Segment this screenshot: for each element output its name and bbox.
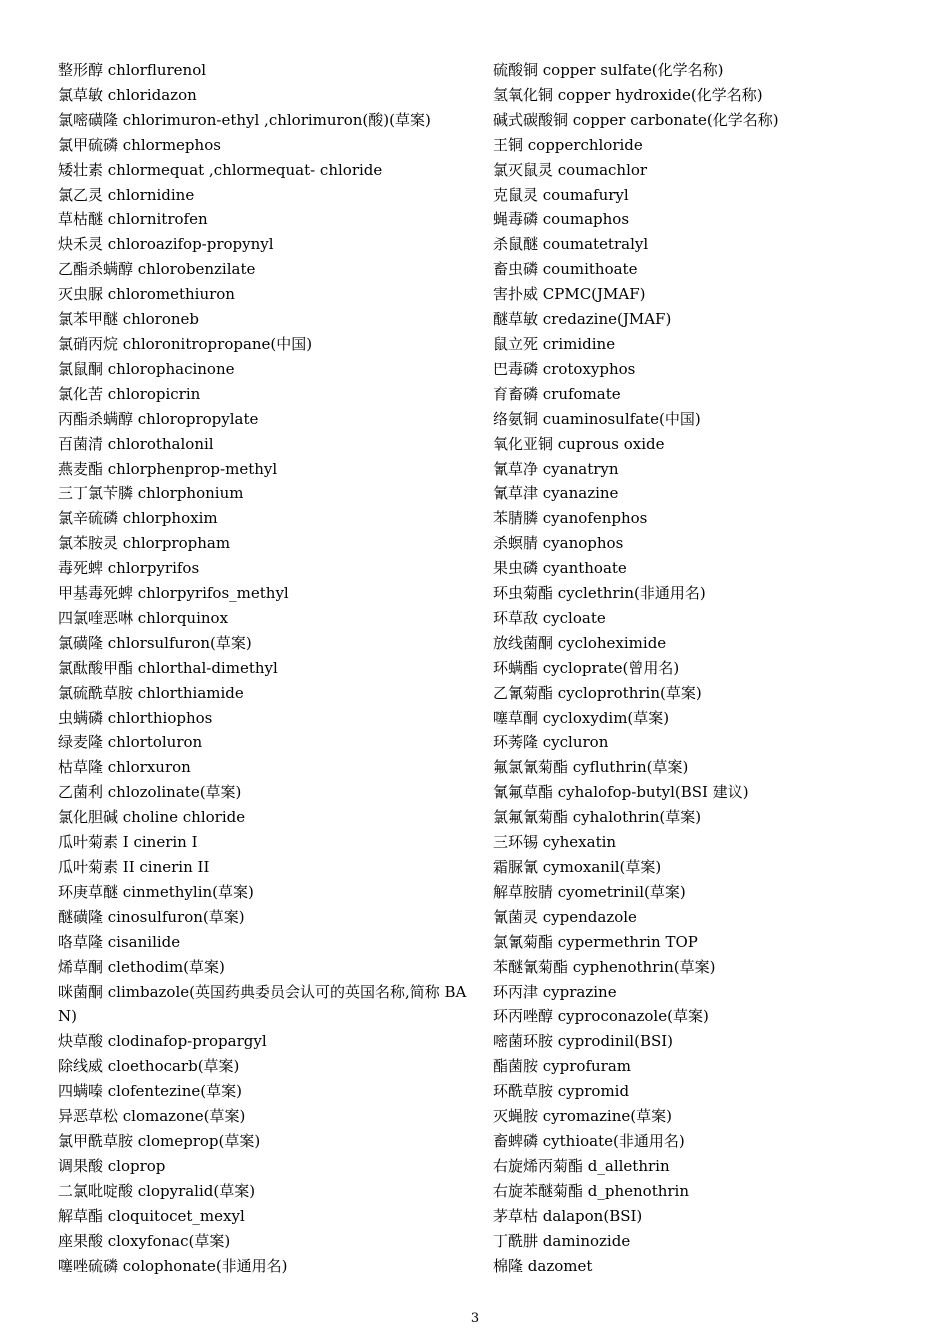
glossary-entry: 氰草净 cyanatryn <box>493 459 619 478</box>
glossary-entry: 噻草酮 cycloxydim(草案) <box>493 708 670 727</box>
glossary-entry: 枯草隆 chlorxuron <box>58 758 191 777</box>
right-column <box>493 58 913 1278</box>
glossary-entry: 茅草枯 dalapon(BSI) <box>493 1206 643 1225</box>
glossary-entry: 硫酸铜 copper sulfate(化学名称) <box>493 61 724 79</box>
glossary-entry: 酯菌胺 cyprofuram <box>493 1057 631 1076</box>
glossary-entry: 环草敌 cycloate <box>493 608 606 627</box>
glossary-entry: 炔禾灵 chloroazifop-propynyl <box>58 235 274 254</box>
glossary-entry: 杀螟腈 cyanophos <box>493 534 624 553</box>
glossary-entry: 氯乙灵 chlornidine <box>58 185 195 204</box>
left-column <box>58 58 468 1278</box>
glossary-entry: 乙酯杀螨醇 chlorobenzilate <box>58 260 256 279</box>
glossary-entry: 络氨铜 cuaminosulfate(中国) <box>493 409 701 428</box>
glossary-entry: 毒死蜱 chlorpyrifos <box>58 559 200 578</box>
glossary-entry: 右旋烯丙菊酯 d_allethrin <box>493 1156 670 1175</box>
glossary-entry: 氯辛硫磷 chlorphoxim <box>58 509 218 528</box>
glossary-entry: 氯硫酰草胺 chlorthiamide <box>58 683 244 702</box>
glossary-entry: 环虫菊酯 cyclethrin(非通用名) <box>493 584 706 603</box>
glossary-entry: 三环锡 cyhexatin <box>493 833 617 852</box>
glossary-entry: 克鼠灵 coumafuryl <box>493 185 629 204</box>
glossary-entry: 氯甲酰草胺 clomeprop(草案) <box>58 1131 261 1150</box>
glossary-entry: 氯化苦 chloropicrin <box>58 384 201 403</box>
glossary-entry: 王铜 copperchloride <box>493 135 643 154</box>
glossary-entry: 棉隆 dazomet <box>493 1256 593 1275</box>
glossary-entry: 畜虫磷 coumithoate <box>493 260 638 279</box>
glossary-entry: 氟氯氰菊酯 cyfluthrin(草案) <box>493 758 689 777</box>
glossary-entry: 咯草隆 cisanilide <box>58 932 181 951</box>
glossary-entry: 丁酰肼 daminozide <box>493 1231 631 1250</box>
glossary-entry: 丙酯杀螨醇 chloropropylate <box>58 409 259 428</box>
glossary-entry: 氧化亚铜 cuprous oxide <box>493 434 665 453</box>
glossary-entry: 百菌清 chlorothalonil <box>58 434 214 453</box>
glossary-entry: 解草胺腈 cyometrinil(草案) <box>493 882 686 901</box>
glossary-entry: 醚磺隆 cinosulfuron(草案) <box>58 907 245 926</box>
glossary-entry: 氯磺隆 chlorsulfuron(草案) <box>58 633 252 652</box>
glossary-entry: 氯化胆碱 choline chloride <box>58 808 246 827</box>
glossary-entry: 二氯吡啶酸 clopyralid(草案) <box>58 1181 256 1200</box>
glossary-entry: 氯甲硫磷 chlormephos <box>58 135 221 154</box>
glossary-entry: 醚草敏 credazine(JMAF) <box>493 310 672 329</box>
glossary-entry: 氰菌灵 cypendazole <box>493 907 637 926</box>
glossary-entry: 蝇毒磷 coumaphos <box>493 210 630 229</box>
glossary-entry: 果虫磷 cyanthoate <box>493 559 627 578</box>
glossary-entry: 氯鼠酮 chlorophacinone <box>58 359 235 378</box>
glossary-entry: 氯嘧磺隆 chlorimuron-ethyl ,chlorimuron(酸)(草案) <box>58 110 431 129</box>
glossary-entry: 氯硝丙烷 chloronitropropane(中国) <box>58 334 313 353</box>
glossary-entry: 除线威 cloethocarb(草案) <box>58 1057 240 1076</box>
glossary-entry: 调果酸 cloprop <box>58 1156 166 1175</box>
glossary-entry: 灭蝇胺 cyromazine(草案) <box>493 1107 672 1126</box>
glossary-entry: 虫螨磷 chlorthiophos <box>58 708 213 727</box>
glossary-entry: 炔草酸 clodinafop-propargyl <box>58 1032 267 1051</box>
glossary-entry: 烯草酮 clethodim(草案) <box>58 957 225 976</box>
glossary-entry: 氯氰菊酯 cypermethrin TOP <box>493 932 698 951</box>
glossary-entry: 环丙唑醇 cyproconazole(草案) <box>493 1007 709 1026</box>
glossary-entry: 氯酞酸甲酯 chlorthal-dimethyl <box>58 658 278 677</box>
glossary-entry: 苯醚氰菊酯 cyphenothrin(草案) <box>493 957 716 976</box>
glossary-entry: 灭虫脲 chloromethiuron <box>58 285 235 304</box>
glossary-entry: 四螨嗪 clofentezine(草案) <box>58 1082 242 1101</box>
glossary-entry: 乙氰菊酯 cycloprothrin(草案) <box>493 683 702 702</box>
glossary-entry: 草枯醚 chlornitrofen <box>58 210 208 229</box>
glossary-entry: 瓜叶菊素 I cinerin I <box>58 833 198 852</box>
glossary-entry: 杀鼠醚 coumatetralyl <box>493 235 649 254</box>
glossary-entry: 巴毒磷 crotoxyphos <box>493 359 636 378</box>
glossary-entry: 环莠隆 cycluron <box>493 733 609 752</box>
glossary-entry: 瓜叶菊素 II cinerin II <box>58 858 210 876</box>
glossary-entry: 右旋苯醚菊酯 d_phenothrin <box>493 1181 690 1200</box>
glossary-entry: 碱式碳酸铜 copper carbonate(化学名称) <box>493 110 779 129</box>
glossary-entry: 矮壮素 chlormequat ,chlormequat- chloride <box>58 160 383 179</box>
glossary-entry: 噻唑硫磷 colophonate(非通用名) <box>58 1256 288 1275</box>
glossary-entry: 燕麦酯 chlorphenprop-methyl <box>58 459 278 478</box>
glossary-entry: 畜蜱磷 cythioate(非通用名) <box>493 1131 685 1150</box>
glossary-entry: 苯腈膦 cyanofenphos <box>493 509 648 528</box>
glossary-entry: 环螨酯 cycloprate(曾用名) <box>493 658 680 677</box>
glossary-entry: 环酰草胺 cypromid <box>493 1082 630 1101</box>
glossary-entry: 氰氟草酯 cyhalofop-butyl(BSI 建议) <box>493 783 749 802</box>
glossary-entry: 座果酸 cloxyfonac(草案) <box>58 1231 231 1250</box>
glossary-entry: 整形醇 chlorflurenol <box>58 61 207 79</box>
glossary-entry: 咪菌酮 climbazole(英国药典委员会认可的英国名称,简称 BAN) <box>58 982 467 1026</box>
glossary-entry: 甲基毒死蜱 chlorpyrifos_methyl <box>58 584 289 603</box>
glossary-entry: 环庚草醚 cinmethylin(草案) <box>58 882 254 901</box>
glossary-entry: 氯苯甲醚 chloroneb <box>58 310 199 329</box>
glossary-entry: 害扑威 CPMC(JMAF) <box>493 285 646 304</box>
glossary-entry: 绿麦隆 chlortoluron <box>58 733 203 752</box>
glossary-entry: 氯氟氰菊酯 cyhalothrin(草案) <box>493 808 702 827</box>
glossary-entry: 育畜磷 crufomate <box>493 384 621 403</box>
glossary-entry: 放线菌酮 cycloheximide <box>493 633 667 652</box>
glossary-entry: 三丁氯苄膦 chlorphonium <box>58 484 244 503</box>
glossary-entry: 解草酯 cloquitocet_mexyl <box>58 1206 245 1225</box>
glossary-entry: 氯草敏 chloridazon <box>58 85 197 104</box>
glossary-entry: 四氯喹恶啉 chlorquinox <box>58 608 229 627</box>
glossary-entry: 嘧菌环胺 cyprodinil(BSI) <box>493 1032 674 1051</box>
glossary-entry: 霜脲氰 cymoxanil(草案) <box>493 858 662 876</box>
glossary-entry: 乙菌利 chlozolinate(草案) <box>58 783 242 802</box>
glossary-entry: 氢氧化铜 copper hydroxide(化学名称) <box>493 85 763 104</box>
glossary-entry: 氯苯胺灵 chlorpropham <box>58 534 231 553</box>
glossary-entry: 氯灭鼠灵 coumachlor <box>493 160 648 179</box>
page-number: 3 <box>470 1311 480 1326</box>
glossary-entry: 氰草津 cyanazine <box>493 484 619 503</box>
glossary-entry: 环丙津 cyprazine <box>493 982 617 1001</box>
glossary-entry: 鼠立死 crimidine <box>493 334 616 353</box>
glossary-entry: 异恶草松 clomazone(草案) <box>58 1107 246 1126</box>
